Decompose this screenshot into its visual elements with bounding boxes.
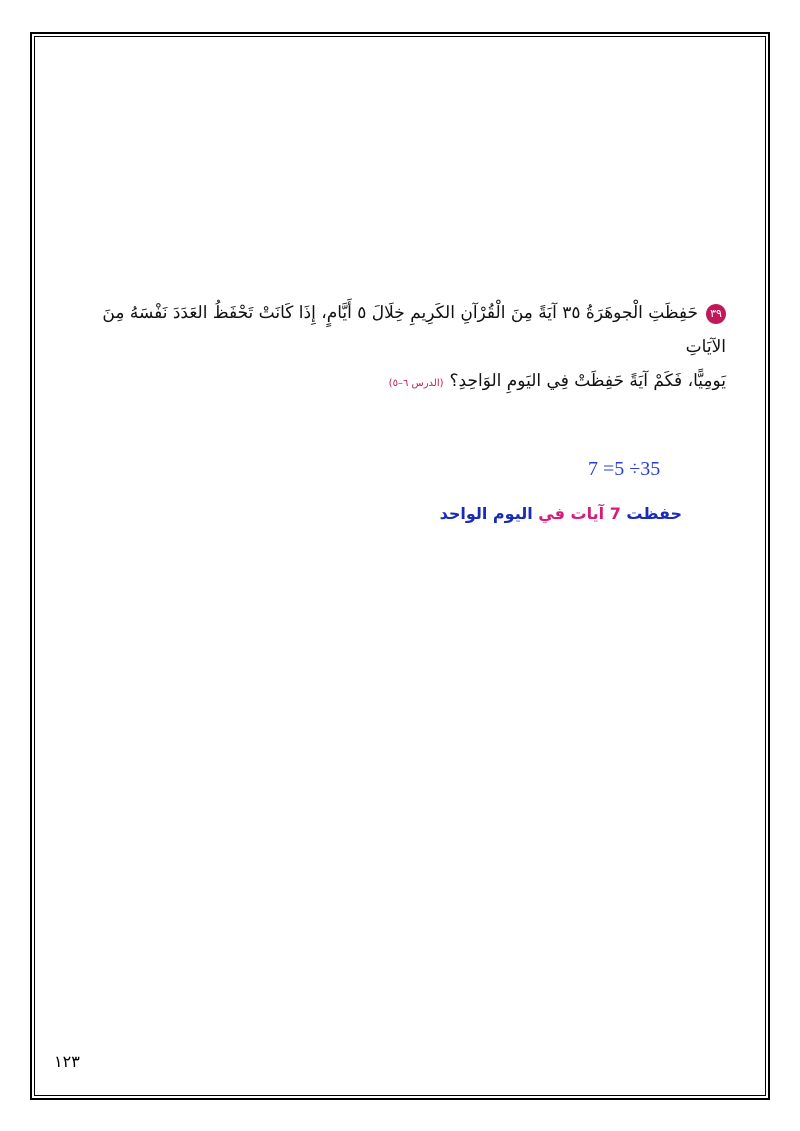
page-number: ١٢٣ <box>54 1052 80 1071</box>
answer-part2: آيات <box>570 504 605 523</box>
answer-number: 7 <box>609 504 621 523</box>
solution-equation: 7 =5 ÷35 <box>588 458 661 480</box>
answer-part4: اليوم الواحد <box>439 504 533 523</box>
answer-part3: في <box>538 504 565 523</box>
solution-answer <box>440 504 682 523</box>
page-border-inner <box>34 36 766 1096</box>
lesson-reference: (الدرس ٦–٥) <box>388 378 444 389</box>
question-text-line2: يَومِيًّا، فَكَمْ آيَةً حَفِظَتْ فِي اليَومِ الوَاحِدِ؟ <box>449 371 726 391</box>
question-line-2 <box>86 364 726 401</box>
question-block <box>86 296 726 401</box>
answer-part1: حفظت <box>626 504 682 523</box>
question-text-line1: حَفِظَتِ الْجوهَرَةُ ٣٥ آيَةً مِنَ الْقُرْآنِ الكَرِيمِ خِلَالَ ٥ أَيَّامٍ، إِذَا كَانَتْ تَحْفَظُ العَدَدَ نَفْسَهُ مِنَ الآيَاتِ <box>102 303 726 357</box>
question-line-1 <box>86 296 726 364</box>
question-number-badge: ٣٩ <box>706 304 726 324</box>
